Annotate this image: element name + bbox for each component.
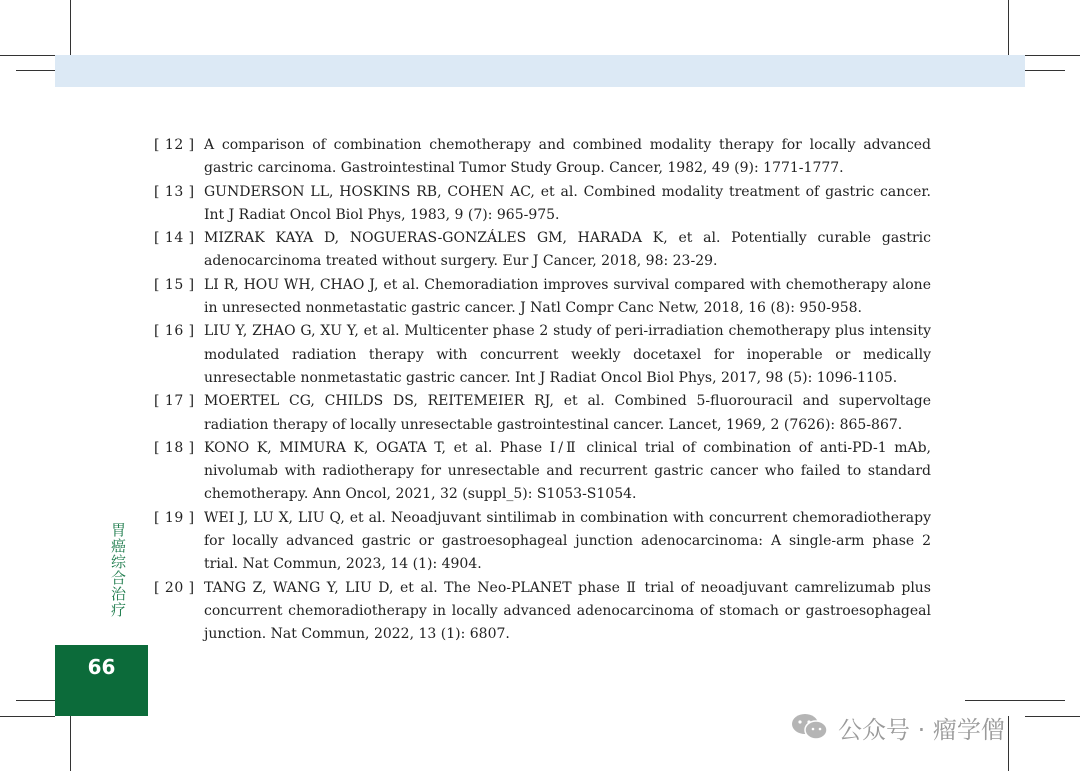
crop-mark: [70, 716, 71, 771]
reference-item: [154, 320, 931, 390]
crop-mark: [0, 55, 55, 56]
reference-text: MIZRAK KAYA D, NOGUERAS-GONZÁLES GM, HARADA K, et al. Potentially curable gastric adenocarcinoma treated without surgery. Eur J Cancer, 2018, 98: 23-29.: [204, 230, 931, 270]
reference-text: LIU Y, ZHAO G, XU Y, et al. Multicenter phase 2 study of peri-irradiation chemotherapy plus intensity modulated radiation therapy with concurrent weekly docetaxel for inoperable or medically unresectable nonmetastatic gastric cancer. Int J Radiat Oncol Biol Phys, 2017, 98 (5): 1096-1105.: [204, 323, 931, 386]
reference-number: [ 19 ]: [154, 509, 195, 526]
reference-text: GUNDERSON LL, HOSKINS RB, COHEN AC, et al. Combined modality treatment of gastric cancer. Int J Radiat Oncol Biol Phys, 1983, 9 (7): 965-975.: [204, 183, 931, 223]
page-number-box: [55, 645, 148, 716]
reference-number: [ 17 ]: [154, 393, 195, 410]
crop-mark: [1025, 716, 1080, 717]
wechat-icon: [790, 712, 830, 742]
reference-list: [154, 134, 931, 647]
crop-mark: [1008, 716, 1009, 771]
crop-mark: [1008, 0, 1009, 55]
header-band: [55, 55, 1025, 87]
reference-item: [154, 227, 931, 274]
reference-text: MOERTEL CG, CHILDS DS, REITEMEIER RJ, et al. Combined 5-fluorouracil and supervoltage radiation therapy of locally unresectable gastrointestinal cancer. Lancet, 1969, 2 (7626): 865-867.: [204, 393, 931, 433]
reference-text: WEI J, LU X, LIU Q, et al. Neoadjuvant sintilimab in combination with concurrent chemoradiotherapy for locally advanced gastric or gastroesophageal junction adenocarcinoma: A single-arm phase 2 trial. Nat Commun, 2023, 14 (1): 4904.: [204, 509, 931, 573]
reference-number: [ 14 ]: [154, 230, 195, 247]
watermark-text: 公众号 · 瘤学僧: [838, 715, 1005, 744]
reference-item: [154, 274, 931, 321]
reference-text: A comparison of combination chemotherapy and combined modality therapy for locally advanced gastric carcinoma. Gastrointestinal Tumor Study Group. Cancer, 1982, 49 (9): 1771-1777.: [204, 137, 931, 177]
reference-item: [154, 577, 931, 647]
reference-item: [154, 507, 931, 577]
reference-number: [ 13 ]: [154, 183, 195, 200]
reference-number: [ 18 ]: [154, 439, 195, 456]
reference-item: [154, 390, 931, 437]
wechat-watermark: [790, 710, 1005, 744]
crop-mark: [70, 0, 71, 55]
reference-text: LI R, HOU WH, CHAO J, et al. Chemoradiation improves survival compared with chemotherapy alone in unresected nonmetastatic gastric cancer. J Natl Compr Canc Netw, 2018, 16 (8): 950-958.: [204, 276, 931, 317]
reference-number: [ 12 ]: [154, 137, 195, 153]
reference-item: [154, 437, 931, 507]
reference-number: [ 15 ]: [154, 276, 195, 293]
reference-number: [ 16 ]: [154, 323, 195, 340]
crop-mark: [0, 716, 55, 717]
reference-number: [ 20 ]: [154, 579, 195, 596]
reference-text: KONO K, MIMURA K, OGATA T, et al. Phase Ⅰ/Ⅱ clinical trial of combination of anti-PD-1 mAb, nivolumab with radiotherapy for unresectable and recurrent gastric cancer who failed to standard chemotherapy. Ann Oncol, 2021, 32 (suppl_5): S1053-S1054.: [204, 439, 931, 503]
section-side-label: 胃癌综合治疗: [109, 522, 127, 618]
page-number: 66: [87, 655, 116, 679]
reference-text: TANG Z, WANG Y, LIU D, et al. The Neo-PLANET phase Ⅱ trial of neoadjuvant camrelizumab plus concurrent chemoradiotherapy in locally advanced adenocarcinoma of stomach or gastroesophageal junction. Nat Commun, 2022, 13 (1): 6807.: [204, 579, 931, 643]
reference-item: [154, 134, 931, 181]
crop-mark: [1025, 55, 1080, 56]
reference-item: [154, 181, 931, 228]
crop-mark: [965, 700, 1065, 701]
